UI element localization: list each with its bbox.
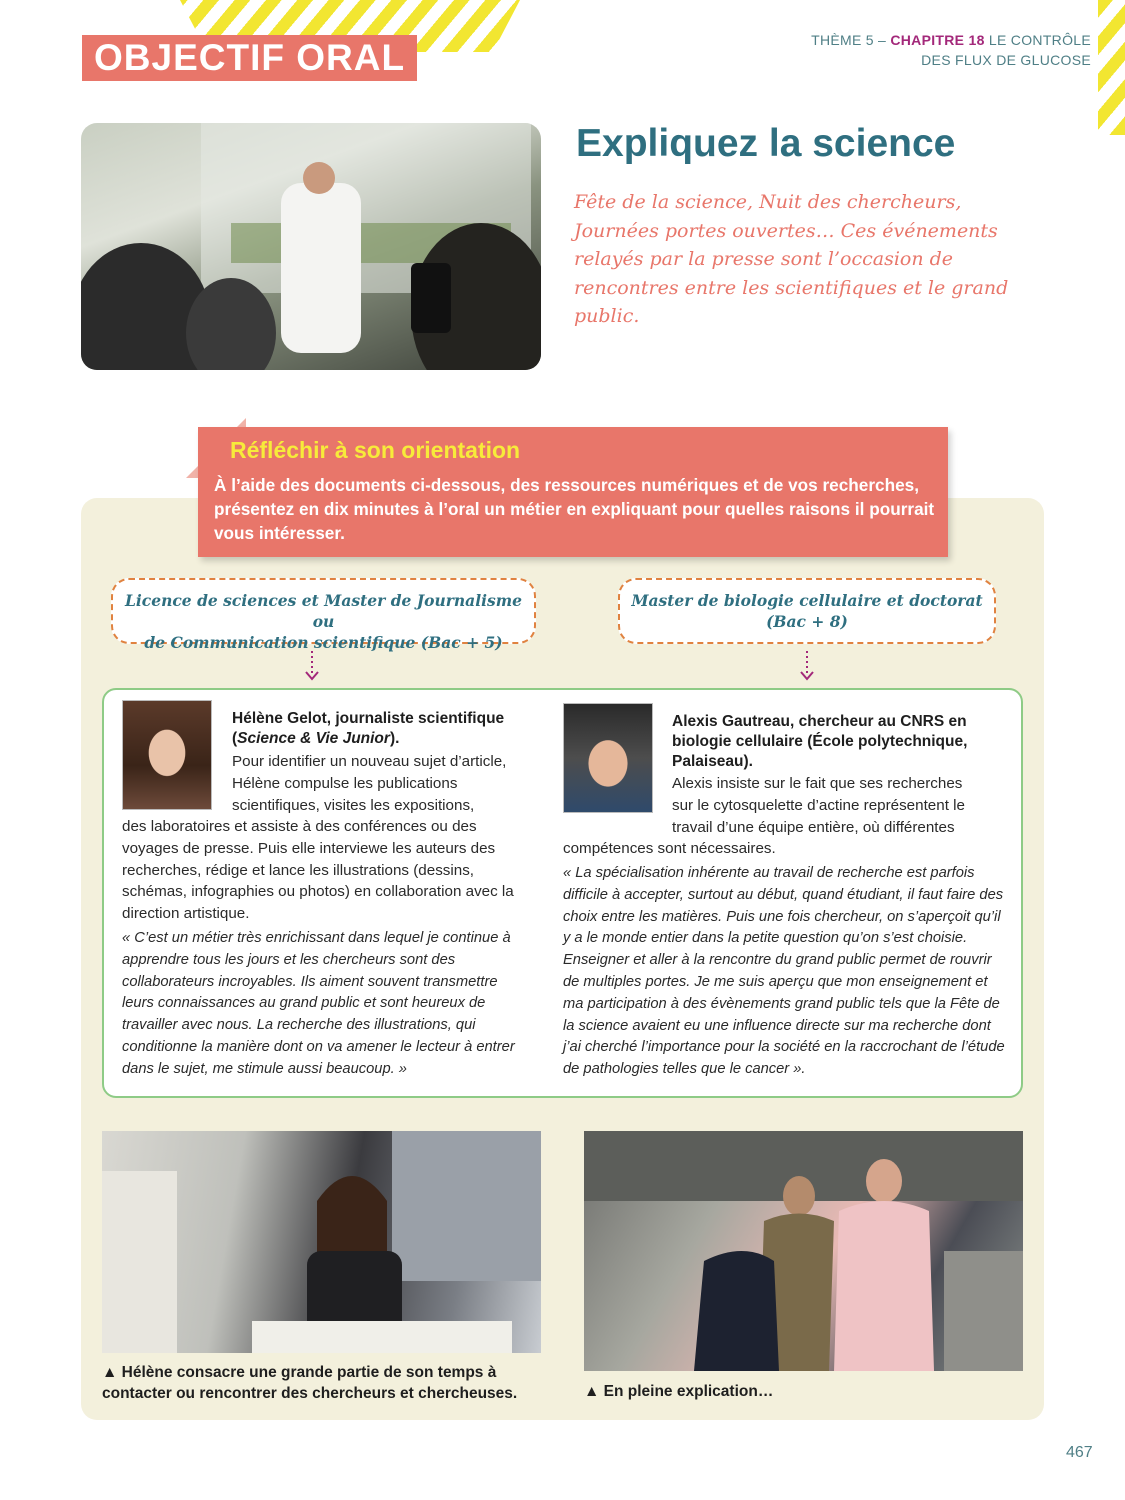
dotted-arrow-down-icon <box>800 650 814 682</box>
helene-publication: Science & Vie Junior <box>237 730 390 747</box>
alexis-name: Alexis Gautreau, chercheur au CNRS en biologie cellulaire (École polytechnique, Palaiseau). <box>672 713 968 770</box>
alexis-event-illustration <box>584 1131 1023 1371</box>
helene-photo-caption: ▲ Hélène consacre une grande partie de son temps à contacter ou rencontrer des chercheurs et chercheuses. <box>102 1364 518 1402</box>
chapter-label <box>811 30 1091 70</box>
pathway-biology-line1: Master de biologie cellulaire et doctorat <box>631 591 983 610</box>
helene-bio-intro <box>232 751 552 816</box>
helene-office-illustration <box>102 1131 541 1353</box>
helene-quote: « C’est un métier très enrichissant dans lequel je continue à apprendre tous les jours et les chercheurs sont des collaborateurs incroyables. Ils aiment souvent transmettre leurs connaissances au grand public et sont heureux de travailler avec nous. La recherche des illustrations, qui conditionne la manière dont on va amener le lecteur à entrer dans le sujet, me stimule aussi beaucoup. » <box>122 930 515 1077</box>
helene-paren-open: ( <box>232 730 238 747</box>
hero-photo-illustration <box>81 123 541 370</box>
pathway-biology <box>618 578 996 644</box>
helene-bio-rest: des laboratoires et assiste à des conférences ou des voyages de presse. Puis elle interviewe les auteurs des recherches, rédige et lance les illustrations (dessins, schémas, infographies ou photos) en collaboration avec la direction artistique. <box>122 818 514 923</box>
objectif-oral-badge: OBJECTIF ORAL <box>82 35 417 81</box>
pathway-journalism-line1: Licence de sciences et Master de Journalisme ou <box>125 591 522 631</box>
helene-name-line2 <box>232 729 542 749</box>
orientation-title: Réfléchir à son orientation <box>230 437 521 463</box>
helene-name-line1: Hélène Gelot, journaliste scientifique <box>232 710 505 727</box>
chapter-title-part1: LE CONTRÔLE <box>988 32 1091 48</box>
decorative-stripes-right <box>1098 0 1125 135</box>
pathway-journalism <box>111 578 536 652</box>
alexis-portrait <box>563 703 653 813</box>
helene-name <box>232 709 542 749</box>
chapter-title-part2: DES FLUX DE GLUCOSE <box>921 52 1091 68</box>
alexis-bio-line3: travail d’une équipe entière, où différentes <box>672 818 955 836</box>
alexis-bio-intro <box>672 773 1012 838</box>
dotted-arrow-down-icon <box>305 650 319 682</box>
pathway-journalism-line2: de Communication scientifique (Bac + 5) <box>144 633 503 652</box>
alexis-quote: « La spécialisation inhérente au travail de recherche est parfois difficile à accepter, surtout au début, quand étudiant, il faut faire des choix entre les matières. Puis une fois chercheur, on s’aperçoit qu’il y a le monde entier dans la petite question qu’on s’est choisie. Enseigner et aller à la rencontre du grand public permet de rouvrir de multiples portes. Je me suis aperçu que mon enseignement et ma participation à des évènements grand public tels que la Fête de la science avaient eu une influence directe sur ma recherche dont j’ai cherché l’importance pour la société en la raccrochant de l’étude de pathologies telles que le cancer ». <box>563 865 1005 1078</box>
helene-paren-close: ). <box>389 730 400 747</box>
chapter-label-line1 <box>811 30 1091 50</box>
chapter-number: CHAPITRE 18 <box>890 32 985 48</box>
theme-text: THÈME 5 – <box>811 32 887 48</box>
pathway-biology-line2: (Bac + 8) <box>766 612 848 631</box>
helene-bio-line3: scientifiques, visites les expositions, <box>232 796 475 814</box>
hero-photo-science-demo <box>81 123 541 370</box>
helene-portrait <box>122 700 212 810</box>
intro-paragraph: Fête de la science, Nuit des chercheurs, Journées portes ouvertes… Ces événements relayés par la presse sont l’occasion de rencontres entre les scientifiques et le grand public. <box>574 191 1009 327</box>
alexis-bio-line2: sur le cytosquelette d’actine représentent le <box>672 796 965 814</box>
alexis-bio-rest: compétences sont nécessaires. <box>563 840 776 857</box>
page-number: 467 <box>1066 1444 1093 1461</box>
helene-office-photo <box>102 1131 541 1353</box>
orientation-instructions: À l’aide des documents ci-dessous, des ressources numériques et de vos recherches, présentez en dix minutes à l’oral un métier en expliquant pour quelles raisons il pourrait vous intéresser. <box>214 475 935 543</box>
alexis-bio-line1: Alexis insiste sur le fait que ses recherches <box>672 775 963 792</box>
alexis-photo-caption: ▲ En pleine explication… <box>584 1383 774 1400</box>
helene-bio-line2: Hélène compulse les publications <box>232 774 458 792</box>
page-title: Expliquez la science <box>576 122 956 165</box>
alexis-event-photo <box>584 1131 1023 1371</box>
helene-bio-line1: Pour identifier un nouveau sujet d’article, <box>232 753 507 770</box>
